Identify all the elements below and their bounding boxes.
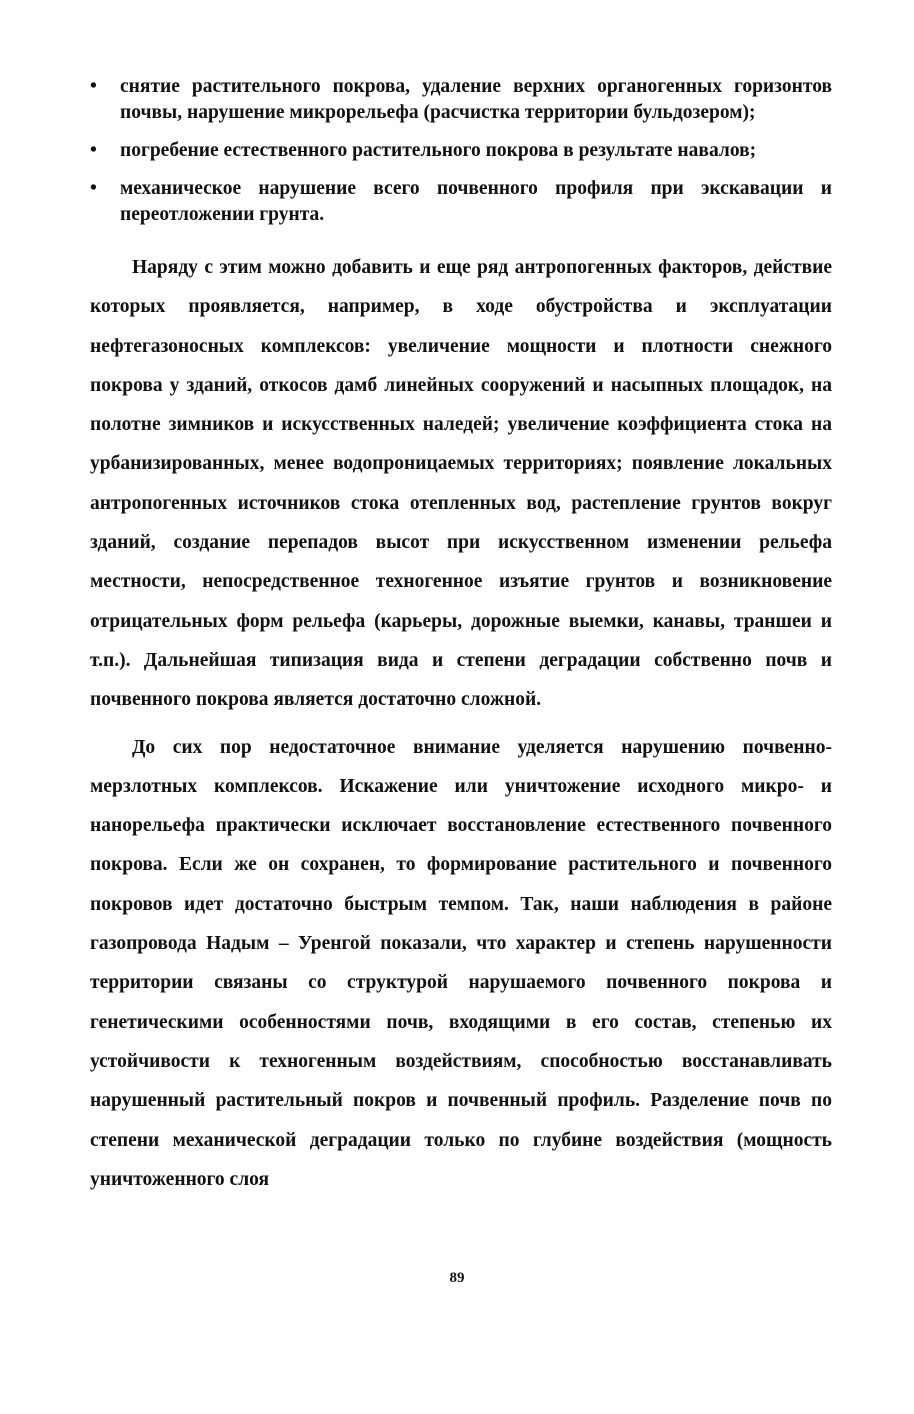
bullet-icon: • — [90, 76, 97, 97]
bullet-list — [90, 74, 832, 228]
page-number: 89 — [449, 1270, 465, 1286]
bullet-icon: • — [90, 178, 97, 199]
paragraph: Наряду с этим можно добавить и еще ряд антропогенных факторов, действие которых проявляется, например, в ходе обустройства и эксплуатации нефтегазоносных комплексов: увеличение мощности и плотности снежного покрова у зданий, откосов дамб линейных сооружений и насыпных площадок, на полотне зимников и искусственных наледей; увеличение коэффициента стока на урбанизированных, менее водопроницаемых территориях; появление локальных антропогенных источников стока отепленных вод, растепление грунтов вокруг зданий, создание перепадов высот при искусственном изменении рельефа местности, непосредственное техногенное изъятие грунтов и возникновение отрицательных форм рельефа (карьеры, дорожные выемки, канавы, траншеи и т.п.). Дальнейшая типизация вида и степени деградации собственно почв и почвенного покрова является достаточно сложной. — [90, 257, 832, 711]
list-item — [90, 176, 832, 228]
list-item — [90, 74, 832, 126]
list-item — [90, 138, 832, 164]
bullet-text: погребение естественного растительного покрова в результате навалов; — [120, 140, 757, 161]
bullet-icon: • — [90, 140, 97, 161]
bullet-text: механическое нарушение всего почвенного профиля при экскавации и переотложении грунта. — [120, 178, 832, 225]
paragraph: До сих пор недостаточное внимание уделяется нарушению почвенно-мерзлотных комплексов. Искажение или уничтожение исходного микро- и нанорельефа практически исключает восстановление естественного почвенного покрова. Если же он сохранен, то формирование растительного и почвенного покровов идет достаточно быстрым темпом. Так, наши наблюдения в районе газопровода Надым – Уренгой показали, что характер и степень нарушенности территории связаны со структурой нарушаемого почвенного покрова и генетическими особенностями почв, входящими в его состав, степенью их устойчивости к техногенным воздействиям, способностью восстанавливать нарушенный растительный покров и почвенный профиль. Разделение почв по степени механической деградации только по глубине воздействия (мощность уничтоженного слоя — [90, 736, 832, 1190]
bullet-text: снятие растительного покрова, удаление верхних органогенных горизонтов почвы, нарушение микрорельефа (расчистка территории бульдозером); — [120, 76, 832, 123]
page-content — [90, 74, 832, 1199]
